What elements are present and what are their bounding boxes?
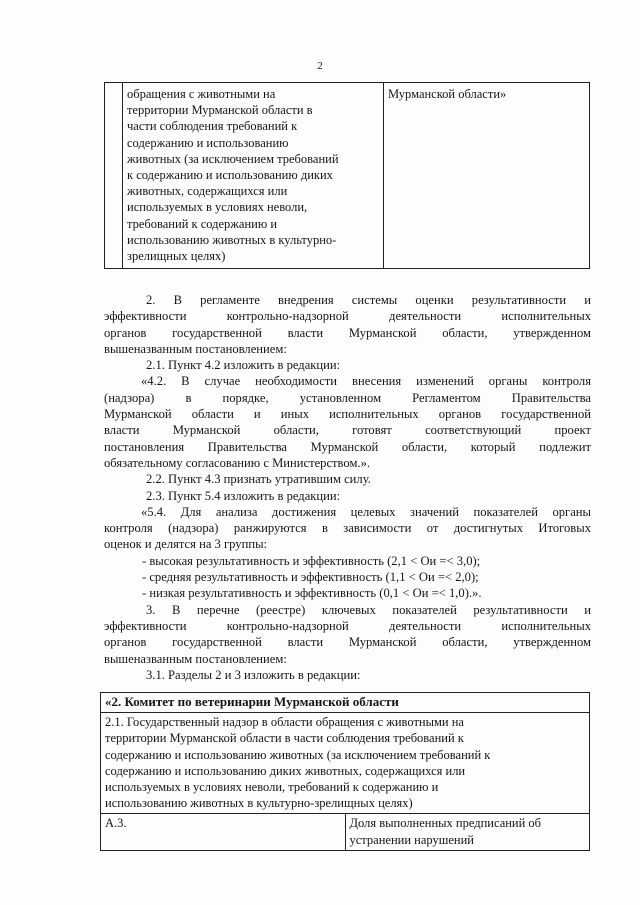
paragraph-5-4-line: контроля (надзора) ранжируются в зависимости от достигнутых Итоговых [104,521,591,536]
paragraph-2-3: 2.3. Пункт 5.4 изложить в редакции: [146,488,341,503]
text-line: содержанию и использованию [127,135,289,150]
paragraph-3-line: эффективности контрольно-надзорной деятельности исполнительных [104,618,591,633]
text-line: использованию животных в культурно-зрелищных целях) [105,796,413,811]
text-line: содержанию и использованию животных (за исключением требований к [105,747,491,762]
paragraph-4-2-line: (надзора) в порядке, установленном Регламентом Правительства [104,390,591,405]
paragraph-2-2: 2.2. Пункт 4.3 признать утратившим силу. [146,472,371,487]
text-line: содержанию и использованию диких животных, содержащихся или [105,763,466,778]
paragraph-4-2-line: власти Мурманской области, готовят соответствующий проект [104,423,591,438]
paragraph-2-1: 2.1. Пункт 4.2 изложить в редакции: [146,358,341,373]
text-line: территории Мурманской области в части соблюдения требований к [105,731,464,746]
committee-header: «2. Комитет по ветеринарии Мурманской области [101,693,590,713]
text-line: 2.1. Государственный надзор в области обращения с животными на [105,715,464,730]
text-line: использованию животных в культурно- [127,232,337,247]
group-high: - высокая результативность и эффективность (2,1 < Oи =< 3,0); [142,553,481,568]
paragraph-5-4-line: оценок и делятся на 3 группы: [104,537,268,552]
text-line: животных, содержащихся или [127,184,288,199]
paragraph-3: 3. В перечне (реестре) ключевых показателей результативности и [146,602,591,617]
text-line: используемых в условиях неволи, требований к содержанию и [105,780,439,795]
paragraph-5-4: «5.4. Для анализа достижения целевых значений показателей органы [141,504,591,519]
indicator-code: А.3. [101,814,346,850]
top-table-authority-cell: Мурманской области» [384,83,590,269]
paragraph-2-line: эффективности контрольно-надзорной деятельности исполнительных [104,309,591,324]
text-line: используемых в условиях неволи, [127,200,308,215]
text-line: обращения с животными на [127,87,276,101]
paragraph-2-line: вышеназванным постановлением: [104,341,287,356]
paragraph-4-2: «4.2. В случае необходимости внесения изменений органы контроля [141,374,591,389]
top-table [104,82,590,269]
paragraph-4-2-line: обязательному согласованию с Министерством.». [104,455,371,470]
text-line: требований к содержанию и [127,216,278,231]
page-number: 2 [317,60,323,72]
text-line: животных (за исключением требований [127,151,339,166]
paragraph-2: 2. В регламенте внедрения системы оценки результативности и [146,293,591,307]
section-2-1-cell [101,713,590,814]
top-table-index-cell [105,83,123,269]
paragraph-3-1: 3.1. Разделы 2 и 3 изложить в редакции: [146,667,361,682]
text-line: территории Мурманской области в [127,103,313,118]
text-line: к содержанию и использованию диких [127,168,333,183]
paragraph-4-2-line: постановления Правительства Мурманской области, который подлежит [104,439,591,454]
text-line: части соблюдения требований к [127,119,298,134]
paragraph-3-line: органов государственной власти Мурманской области, утвержденном [104,635,591,650]
paragraph-4-2-line: Мурманской области и иных исполнительных органов государственной [104,407,591,422]
indicator-text: Доля выполненных предписаний об устранении нарушений [345,814,590,850]
text-line: зрелищных целях) [127,249,226,264]
document-body [104,292,591,683]
bottom-table [100,692,590,851]
paragraph-3-line: вышеназванным постановлением: [104,651,287,666]
top-table-description-cell [123,83,384,269]
paragraph-2-line: органов государственной власти Мурманской области, утвержденном [104,325,591,340]
group-low: - низкая результативность и эффективность (0,1 < Oи =< 1,0).». [142,586,482,601]
group-medium: - средняя результативность и эффективность (1,1 < Oи =< 2,0); [142,570,479,585]
